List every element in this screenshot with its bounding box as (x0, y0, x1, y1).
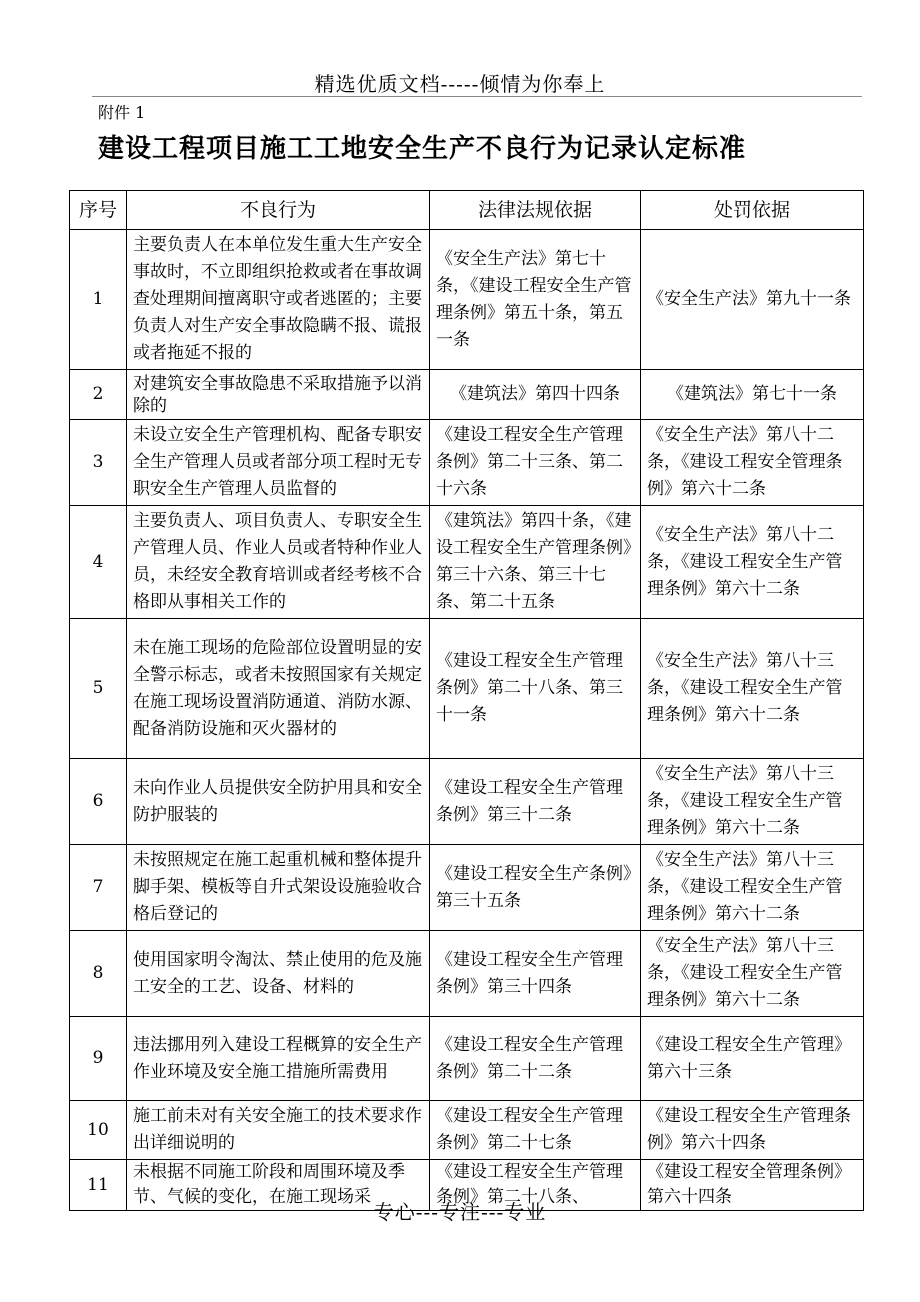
table-row (70, 845, 864, 931)
row-number: 10 (70, 1101, 127, 1160)
row-number: 8 (70, 931, 127, 1017)
page-header: 精选优质文档-----倾情为你奉上 (314, 72, 606, 96)
law-cell: 《安全生产法》第七十条，《建设工程安全生产管理条例》第五十条，第五一条 (430, 230, 641, 370)
law-cell: 《建设工程安全生产管理条例》第三十四条 (430, 931, 641, 1017)
law-cell: 《建筑法》第四十四条 (430, 370, 641, 420)
penalty-cell: 《建设工程安全生产管理条例》第六十四条 (641, 1101, 864, 1160)
page-footer: 专心---专注---专业 (373, 1200, 547, 1224)
behavior-cell: 未按照规定在施工起重机械和整体提升脚手架、模板等自升式架设设施验收合格后登记的 (127, 845, 430, 931)
penalty-cell: 《安全生产法》第八十二条，《建设工程安全管理条例》第六十二条 (641, 420, 864, 506)
law-cell: 《建筑法》第四十条，《建设工程安全生产管理条例》第三十六条、第三十七条、第二十五条 (430, 506, 641, 619)
law-cell: 《建设工程安全生产管理条例》第二十七条 (430, 1101, 641, 1160)
penalty-cell: 《安全生产法》第八十三条，《建设工程安全生产管理条例》第六十二条 (641, 619, 864, 759)
behavior-cell: 未设立安全生产管理机构、配备专职安全生产管理人员或者部分项工程时无专职安全生产管理人员监督的 (127, 420, 430, 506)
penalty-cell: 《安全生产法》第八十三条，《建设工程安全生产管理条例》第六十二条 (641, 759, 864, 845)
table-header-row (70, 191, 864, 230)
table-row (70, 1101, 864, 1160)
law-cell: 《建设工程安全生产管理条例》第二十三条、第二十六条 (430, 420, 641, 506)
behavior-cell: 使用国家明令淘汰、禁止使用的危及施工安全的工艺、设备、材料的 (127, 931, 430, 1017)
table-row (70, 1017, 864, 1101)
law-cell: 《建设工程安全生产管理条例》第二十八条、第三十一条 (430, 619, 641, 759)
row-number: 7 (70, 845, 127, 931)
behavior-cell: 主要负责人在本单位发生重大生产安全事故时，不立即组织抢救或者在事故调查处理期间擅离职守或者逃匿的；主要负责人对生产安全事故隐瞒不报、谎报或者拖延不报的 (127, 230, 430, 370)
attachment-label: 附件 1 (98, 103, 146, 122)
penalty-cell: 《建筑法》第七十一条 (641, 370, 864, 420)
penalty-cell: 《安全生产法》第八十三条，《建设工程安全生产管理条例》第六十二条 (641, 931, 864, 1017)
penalty-text: 《建设工程安全管理条例》第六十四条 (647, 1162, 851, 1207)
behavior-cell: 违法挪用列入建设工程概算的安全生产作业环境及安全施工措施所需费用 (127, 1017, 430, 1101)
penalty-cell: 《安全生产法》第九十一条 (641, 230, 864, 370)
row-number: 5 (70, 619, 127, 759)
penalty-cell: 《安全生产法》第八十二条，《建设工程安全生产管理条例》第六十二条 (641, 506, 864, 619)
column-header-number: 序号 (70, 191, 127, 230)
penalty-cell: 《安全生产法》第八十三条，《建设工程安全生产管理条例》第六十二条 (641, 845, 864, 931)
penalty-cell: 《建设工程安全生产管理》第六十三条 (641, 1017, 864, 1101)
row-number: 1 (70, 230, 127, 370)
column-header-law: 法律法规依据 (430, 191, 641, 230)
table-row (70, 931, 864, 1017)
behavior-cell: 未向作业人员提供安全防护用具和安全防护服装的 (127, 759, 430, 845)
row-number: 4 (70, 506, 127, 619)
table-row (70, 420, 864, 506)
law-cell: 《建设工程安全生产条例》第三十五条 (430, 845, 641, 931)
row-number: 9 (70, 1017, 127, 1101)
behavior-cell: 施工前未对有关安全施工的技术要求作出详细说明的 (127, 1101, 430, 1160)
column-header-penalty: 处罚依据 (641, 191, 864, 230)
behavior-text: 未根据不同施工阶段和周围环境及季节、气候的变化，在施工现场采 (133, 1162, 405, 1207)
law-text: 《建设工程安全生产管理条例》第二十八条、 (436, 1162, 623, 1207)
behavior-cell: 主要负责人、项目负责人、专职安全生产管理人员、作业人员或者特种作业人员，未经安全教育培训或者经考核不合格即从事相关工作的 (127, 506, 430, 619)
table-row (70, 759, 864, 845)
table-row (70, 370, 864, 420)
behavior-cell: 对建筑安全事故隐患不采取措施予以消除的 (127, 370, 430, 420)
table-row (70, 619, 864, 759)
row-number: 6 (70, 759, 127, 845)
table-row (70, 506, 864, 619)
behavior-cell: 未在施工现场的危险部位设置明显的安全警示标志，或者未按照国家有关规定在施工现场设置消防通道、消防水源、配备消防设施和灭火器材的 (127, 619, 430, 759)
document-title: 建设工程项目施工工地安全生产不良行为记录认定标准 (98, 134, 747, 164)
row-number: 2 (70, 370, 127, 420)
table-row (70, 230, 864, 370)
law-cell: 《建设工程安全生产管理条例》第三十二条 (430, 759, 641, 845)
column-header-behavior: 不良行为 (127, 191, 430, 230)
row-number: 3 (70, 420, 127, 506)
standards-table (69, 190, 864, 1211)
law-cell: 《建设工程安全生产管理条例》第二十二条 (430, 1017, 641, 1101)
header-divider (92, 96, 862, 97)
row-number: 11 (70, 1160, 127, 1211)
